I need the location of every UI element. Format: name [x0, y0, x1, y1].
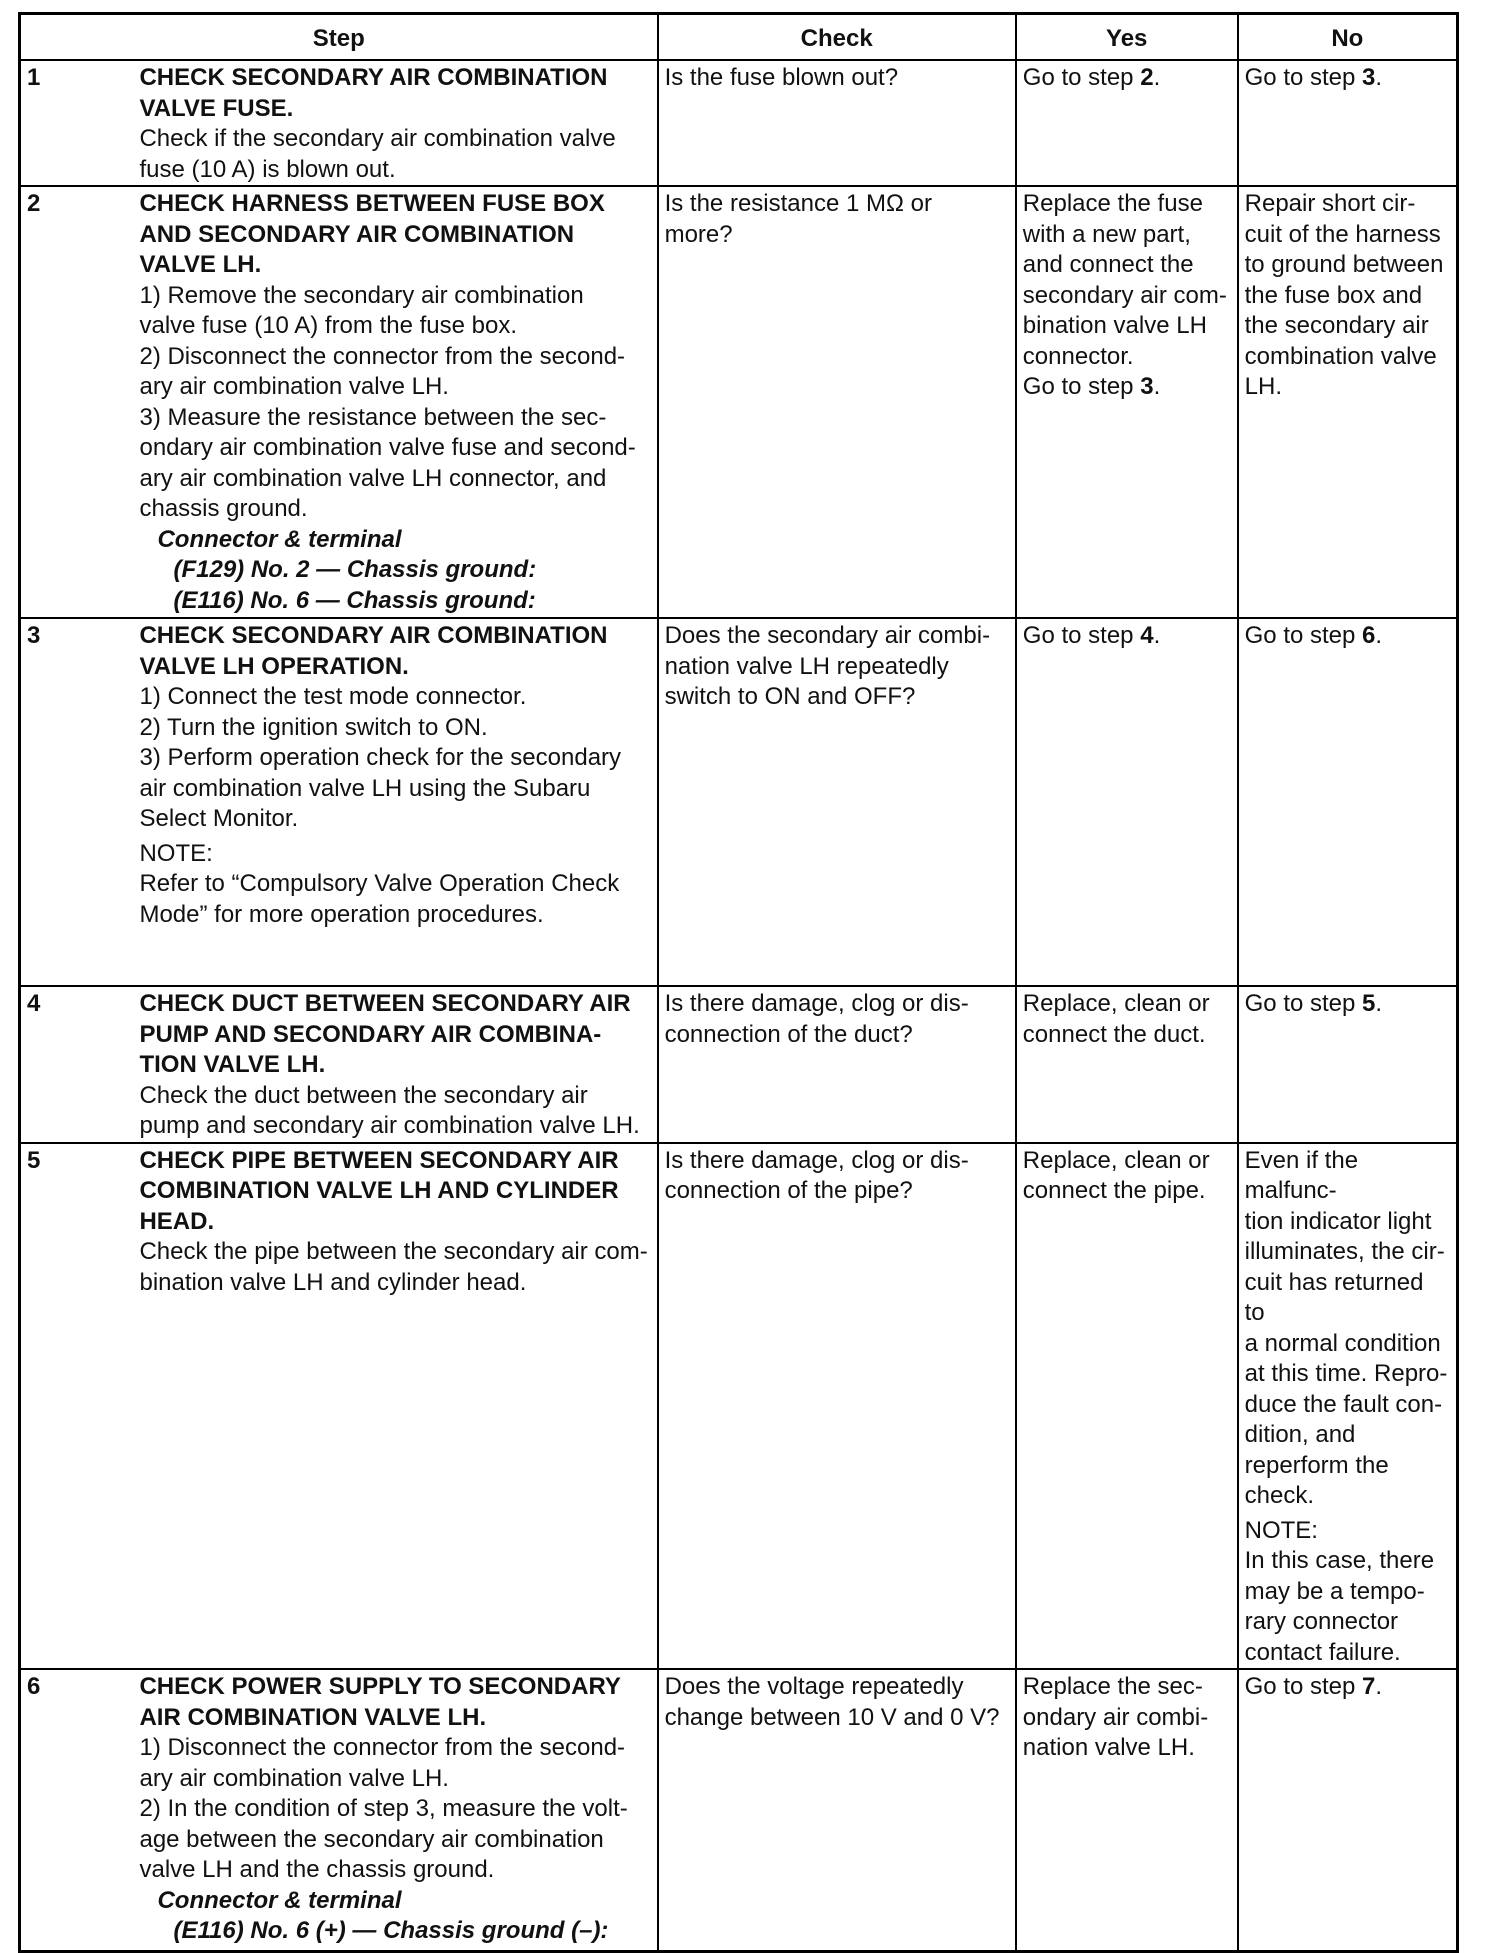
no-text: Even if the malfunc-	[1244, 1146, 1359, 1204]
step-ref: 5	[1362, 990, 1376, 1017]
check-cell	[658, 1669, 1016, 1951]
no-cell	[1238, 1143, 1458, 1670]
step-description	[133, 1669, 657, 1951]
check-cell	[658, 618, 1016, 986]
no-cell	[1238, 618, 1458, 986]
step-number: 6	[20, 1669, 134, 1951]
no-text: Go to step	[1244, 622, 1363, 649]
step-number: 4	[20, 986, 134, 1143]
no-text: reperform the	[1244, 1451, 1389, 1479]
step-text: 2) In the condition of step 3, measure the volt-	[139, 1795, 628, 1822]
step-text: valve LH and the chassis ground.	[139, 1856, 495, 1883]
step-text: Select Monitor.	[139, 805, 299, 832]
check-text: Does the voltage repeatedly	[664, 1673, 964, 1700]
yes-text: Replace, clean or	[1022, 990, 1210, 1017]
no-text: a normal condition	[1244, 1329, 1441, 1357]
table-row	[20, 1143, 1458, 1670]
no-cell	[1238, 986, 1458, 1143]
table-row	[20, 186, 1458, 618]
no-text: illuminates, the cir-	[1244, 1238, 1445, 1265]
header-check: Check	[658, 14, 1016, 61]
no-text: combination valve	[1244, 342, 1437, 370]
step-description	[133, 60, 657, 186]
yes-cell	[1016, 618, 1238, 986]
no-text: the secondary air	[1244, 312, 1429, 339]
step-text: ondary air combination valve fuse and second-	[139, 434, 636, 461]
step-title: CHECK POWER SUPPLY TO SECONDARY	[139, 1673, 621, 1700]
connector-terminal: (E116) No. 6 (+) — Chassis ground (–):	[173, 1917, 609, 1944]
check-text: change between 10 V and 0 V?	[664, 1703, 1000, 1731]
connector-heading: Connector & terminal	[157, 1886, 402, 1914]
yes-text: connector.	[1022, 342, 1134, 370]
note-text: In this case, there	[1244, 1547, 1435, 1574]
step-text: ary air combination valve LH.	[139, 1764, 449, 1792]
step-ref: 3	[1362, 64, 1376, 91]
step-title: VALVE LH.	[139, 251, 262, 278]
step-title: VALVE LH OPERATION.	[139, 652, 409, 680]
step-ref: 7	[1362, 1673, 1376, 1700]
note-label: NOTE:	[1244, 1516, 1318, 1544]
punct: .	[1375, 622, 1383, 649]
punct: .	[1375, 1673, 1383, 1700]
yes-text: secondary air com-	[1022, 281, 1227, 309]
step-ref: 4	[1140, 622, 1154, 649]
yes-cell	[1016, 1669, 1238, 1951]
yes-text: Go to step	[1022, 373, 1141, 400]
step-number: 2	[20, 186, 134, 618]
note-text: Mode” for more operation procedures.	[139, 900, 544, 928]
yes-text: Replace the fuse	[1022, 190, 1203, 217]
yes-cell	[1016, 60, 1238, 186]
table-row	[20, 1669, 1458, 1951]
step-title: AIR COMBINATION VALVE LH.	[139, 1703, 487, 1731]
step-title: PUMP AND SECONDARY AIR COMBINA-	[139, 1020, 602, 1048]
table-row	[20, 986, 1458, 1143]
yes-text: with a new part,	[1022, 220, 1191, 248]
note-text: Refer to “Compulsory Valve Operation Check	[139, 870, 620, 897]
step-text: Check if the secondary air combination valve	[139, 125, 616, 152]
yes-text: nation valve LH.	[1022, 1734, 1195, 1761]
punct: .	[1153, 64, 1161, 91]
no-text: dition, and	[1244, 1421, 1356, 1448]
yes-text: Go to step	[1022, 622, 1141, 649]
note-text: contact failure.	[1244, 1638, 1401, 1666]
check-text: more?	[664, 220, 733, 248]
check-cell	[658, 60, 1016, 186]
step-title: COMBINATION VALVE LH AND CYLINDER	[139, 1177, 619, 1204]
note-label: NOTE:	[139, 839, 213, 867]
note-text: may be a tempo-	[1244, 1577, 1425, 1605]
no-cell	[1238, 1669, 1458, 1951]
step-description	[133, 618, 657, 986]
check-text: Is there damage, clog or dis-	[664, 990, 969, 1017]
table-header-row	[20, 14, 1458, 61]
step-description	[133, 1143, 657, 1670]
check-text: connection of the duct?	[664, 1020, 913, 1048]
step-ref: 6	[1362, 622, 1376, 649]
header-yes: Yes	[1016, 14, 1238, 61]
yes-text: Replace the sec-	[1022, 1673, 1203, 1700]
step-text: Check the pipe between the secondary air com-	[139, 1238, 648, 1265]
step-text: 1) Disconnect the connector from the second-	[139, 1734, 626, 1761]
yes-text: ondary air combi-	[1022, 1703, 1209, 1731]
header-no: No	[1238, 14, 1458, 61]
punct: .	[1375, 990, 1383, 1017]
no-text: to ground between	[1244, 251, 1444, 278]
no-text: duce the fault con-	[1244, 1390, 1443, 1418]
step-text: 1) Connect the test mode connector.	[139, 683, 527, 710]
step-text: air combination valve LH using the Subaru	[139, 774, 591, 802]
no-text: at this time. Repro-	[1244, 1360, 1448, 1387]
step-title: AND SECONDARY AIR COMBINATION	[139, 220, 575, 248]
check-text: Is the resistance 1 MΩ or	[664, 190, 932, 217]
step-number: 3	[20, 618, 134, 986]
connector-terminal: (E116) No. 6 — Chassis ground:	[173, 586, 536, 614]
step-text: pump and secondary air combination valve LH.	[139, 1112, 640, 1139]
yes-text: bination valve LH	[1022, 312, 1207, 339]
step-title: VALVE FUSE.	[139, 94, 294, 122]
no-text: Repair short cir-	[1244, 190, 1416, 217]
step-description	[133, 186, 657, 618]
no-text: Go to step	[1244, 64, 1363, 91]
step-text: age between the secondary air combination	[139, 1825, 604, 1853]
step-text: 3) Perform operation check for the secondary	[139, 744, 622, 771]
punct: .	[1153, 373, 1161, 400]
step-text: 1) Remove the secondary air combination	[139, 281, 584, 309]
diagnostic-procedure-table	[18, 12, 1459, 1953]
step-title: CHECK PIPE BETWEEN SECONDARY AIR	[139, 1146, 619, 1174]
yes-text: connect the duct.	[1022, 1020, 1206, 1048]
no-text: Go to step	[1244, 990, 1363, 1017]
yes-cell	[1016, 1143, 1238, 1670]
table-row	[20, 60, 1458, 186]
no-text: Go to step	[1244, 1673, 1363, 1700]
note-text: rary connector	[1244, 1608, 1399, 1635]
check-text: nation valve LH repeatedly	[664, 652, 949, 680]
step-ref: 2	[1140, 64, 1154, 91]
check-text: connection of the pipe?	[664, 1177, 913, 1204]
step-title: TION VALVE LH.	[139, 1051, 326, 1078]
yes-cell	[1016, 186, 1238, 618]
no-text: cuit has returned to	[1244, 1268, 1424, 1326]
check-text: Does the secondary air combi-	[664, 622, 991, 649]
check-text: switch to ON and OFF?	[664, 683, 916, 710]
step-number: 1	[20, 60, 134, 186]
check-text: Is there damage, clog or dis-	[664, 1146, 969, 1174]
check-text: Is the fuse blown out?	[664, 64, 899, 91]
check-cell	[658, 1143, 1016, 1670]
step-text: Check the duct between the secondary air	[139, 1081, 588, 1109]
yes-text: connect the pipe.	[1022, 1177, 1206, 1204]
connector-terminal: (F129) No. 2 — Chassis ground:	[173, 556, 537, 583]
header-step: Step	[20, 14, 658, 61]
punct: .	[1153, 622, 1161, 649]
yes-text: Replace, clean or	[1022, 1146, 1210, 1174]
no-cell	[1238, 60, 1458, 186]
connector-heading: Connector & terminal	[157, 525, 402, 553]
step-title: CHECK HARNESS BETWEEN FUSE BOX	[139, 190, 605, 217]
no-text: check.	[1244, 1482, 1315, 1509]
yes-text: Go to step	[1022, 64, 1141, 91]
step-title: CHECK SECONDARY AIR COMBINATION	[139, 64, 608, 91]
step-text: bination valve LH and cylinder head.	[139, 1268, 527, 1296]
step-description	[133, 986, 657, 1143]
no-cell	[1238, 186, 1458, 618]
no-text: the fuse box and	[1244, 281, 1423, 309]
no-text: tion indicator light	[1244, 1207, 1432, 1235]
step-text: fuse (10 A) is blown out.	[139, 155, 396, 183]
step-text: ary air combination valve LH connector, and	[139, 464, 607, 492]
step-text: 3) Measure the resistance between the sec-	[139, 403, 607, 431]
check-cell	[658, 986, 1016, 1143]
yes-text: and connect the	[1022, 251, 1194, 278]
no-text: LH.	[1244, 373, 1282, 400]
step-text: 2) Disconnect the connector from the second-	[139, 342, 626, 370]
no-text: cuit of the harness	[1244, 220, 1441, 248]
step-title: HEAD.	[139, 1207, 215, 1235]
step-text: chassis ground.	[139, 495, 308, 522]
yes-cell	[1016, 986, 1238, 1143]
step-text: valve fuse (10 A) from the fuse box.	[139, 312, 517, 339]
table-row	[20, 618, 1458, 986]
step-title: CHECK SECONDARY AIR COMBINATION	[139, 622, 608, 649]
step-title: CHECK DUCT BETWEEN SECONDARY AIR	[139, 990, 631, 1017]
check-cell	[658, 186, 1016, 618]
step-text: ary air combination valve LH.	[139, 373, 449, 400]
step-text: 2) Turn the ignition switch to ON.	[139, 713, 488, 741]
step-ref: 3	[1140, 373, 1154, 400]
step-number: 5	[20, 1143, 134, 1670]
punct: .	[1375, 64, 1383, 91]
